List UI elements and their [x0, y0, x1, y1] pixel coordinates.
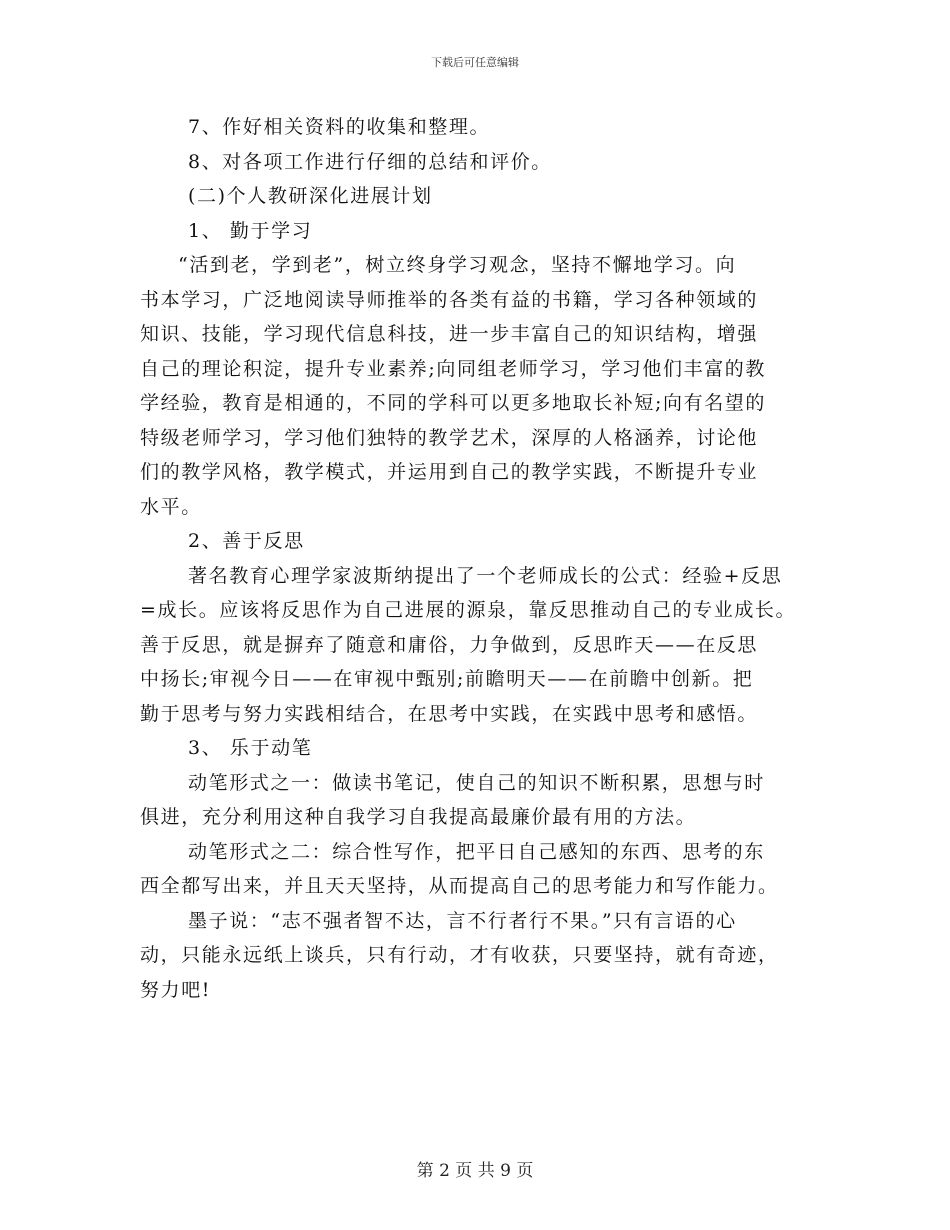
text-line: 学经验，教育是相通的，不同的学科可以更多地取长补短;向有名望的	[140, 392, 767, 414]
text-line: 善于反思，就是摒弃了随意和庸俗，力争做到，反思昨天——在反思	[140, 633, 759, 656]
subsection-heading: 1、 勤于学习	[188, 219, 313, 242]
text-line: 西全都写出来，并且天天坚持，从而提高自己的思考能力和写作能力。	[140, 875, 779, 897]
text-line: 动，只能永远纸上谈兵，只有行动，才有收获，只要坚持，就有奇迹，	[140, 944, 779, 966]
text-line: 7、作好相关资料的收集和整理。	[188, 116, 491, 138]
page-header: 下载后可任意编辑	[431, 56, 519, 69]
text-line: 水平。	[140, 495, 202, 518]
text-line: 著名教育心理学家波斯纳提出了一个老师成长的公式：经验+反思	[188, 564, 783, 587]
document-body	[140, 110, 820, 1007]
text-line: 中扬长;审视今日——在审视中甄别;前瞻明天——在前瞻中创新。把	[140, 668, 754, 690]
text-line: 动笔形式之一：做读书笔记，使自己的知识不断积累，思想与时	[188, 771, 765, 794]
section-heading: (二)个人教研深化进展计划	[188, 185, 433, 207]
text-line: 们的教学风格，教学模式，并运用到自己的教学实践，不断提升专业	[140, 461, 759, 483]
text-line: 自己的理论积淀，提升专业素养;向同组老师学习，学习他们丰富的教	[140, 357, 767, 380]
text-line: 8、对各项工作进行仔细的总结和评价。	[188, 150, 552, 173]
text-line: 俱进，充分利用这种自我学习自我提高最廉价最有用的方法。	[140, 806, 697, 828]
text-line: “活到老，学到老”，树立终身学习观念，坚持不懈地学习。向	[178, 254, 737, 276]
text-line: =成长。应该将反思作为自己进展的源泉，靠反思推动自己的专业成长。	[140, 599, 797, 621]
page-number-footer: 第 2 页 共 9 页	[416, 1161, 534, 1181]
text-line: 努力吧!	[140, 978, 212, 1001]
text-line: 知识、技能，学习现代信息科技，进一步丰富自己的知识结构，增强	[140, 323, 759, 345]
subsection-heading: 3、 乐于动笔	[188, 737, 313, 759]
text-line: 勤于思考与努力实践相结合，在思考中实践，在实践中思考和感悟。	[140, 702, 759, 725]
text-line: 特级老师学习，学习他们独特的教学艺术，深厚的人格涵养，讨论他	[140, 426, 759, 449]
text-line: 动笔形式之二：综合性写作，把平日自己感知的东西、思考的东	[188, 840, 765, 863]
text-line: 书本学习，广泛地阅读导师推举的各类有益的书籍，学习各种领域的	[140, 288, 759, 311]
subsection-heading: 2、善于反思	[188, 530, 305, 552]
text-line: 墨子说：“志不强者智不达，言不行者行不果。”只有言语的心	[188, 909, 737, 932]
